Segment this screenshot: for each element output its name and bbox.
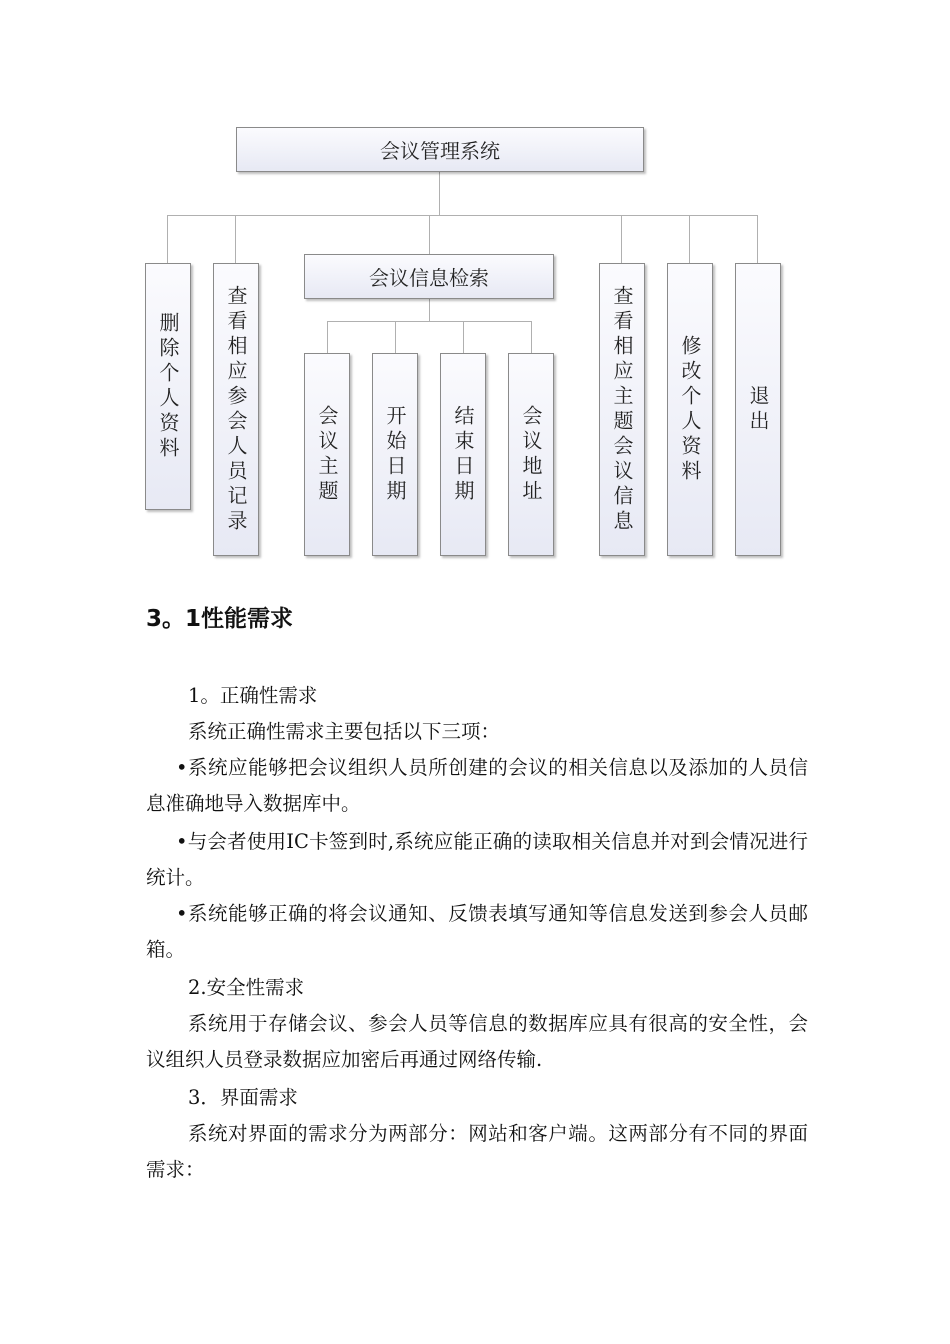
connector-drop-attendees xyxy=(235,215,236,263)
node-view-topic-info: 查看相应主题会议信息 xyxy=(599,263,645,556)
section-heading: 3。1性能需求 xyxy=(146,606,294,632)
node-search-location: 会议地址 xyxy=(508,353,554,556)
node-search-topic: 会议主题 xyxy=(304,353,350,556)
node-exit: 退出 xyxy=(735,263,781,556)
connector-drop-sub-2 xyxy=(395,321,396,353)
connector-drop-search xyxy=(429,215,430,254)
node-view-attendees: 查看相应参会人员记录 xyxy=(213,263,259,556)
node-search-start: 开始日期 xyxy=(372,353,418,556)
connector-root-down xyxy=(439,171,440,216)
paragraph-correctness-intro: 系统正确性需求主要包括以下三项： xyxy=(188,720,501,743)
root-node: 会议管理系统 xyxy=(236,127,644,172)
connector-sub-bus xyxy=(327,321,531,322)
paragraph-ui-title: 3．界面需求 xyxy=(188,1086,298,1109)
paragraph-security-title: 2.安全性需求 xyxy=(188,976,305,999)
bullet-import-data: •系统应能够把会议组织人员所创建的会议的相关信息以及添加的人员信息准确地导入数据库中。 xyxy=(146,756,808,815)
node-edit-profile: 修改个人资料 xyxy=(667,263,713,556)
paragraph-correctness-title: 1。正确性需求 xyxy=(188,684,318,707)
connector-drop-delete xyxy=(167,215,168,263)
connector-drop-topic-info xyxy=(621,215,622,263)
connector-drop-sub-1 xyxy=(327,321,328,353)
node-delete-profile: 删除个人资料 xyxy=(145,263,191,510)
connector-main-bus xyxy=(167,215,758,216)
connector-drop-sub-4 xyxy=(531,321,532,353)
connector-drop-sub-3 xyxy=(463,321,464,353)
bullet-email-notice: •系统能够正确的将会议通知、反馈表填写通知等信息发送到参会人员邮箱。 xyxy=(146,902,808,961)
bullet-ic-card: •与会者使用IC卡签到时,系统应能正确的读取相关信息并对到会情况进行统计。 xyxy=(146,830,808,889)
paragraph-security-body: 系统用于存储会议、参会人员等信息的数据库应具有很高的安全性，会议组织人员登录数据应加密后再通过网络传输. xyxy=(146,1012,808,1071)
connector-drop-exit xyxy=(757,215,758,263)
node-search-end: 结束日期 xyxy=(440,353,486,556)
node-search: 会议信息检索 xyxy=(304,254,554,299)
connector-search-down xyxy=(429,298,430,322)
connector-drop-edit xyxy=(689,215,690,263)
system-structure-diagram xyxy=(0,0,950,580)
paragraph-ui-body: 系统对界面的需求分为两部分：网站和客户端。这两部分有不同的界面需求： xyxy=(146,1122,808,1181)
